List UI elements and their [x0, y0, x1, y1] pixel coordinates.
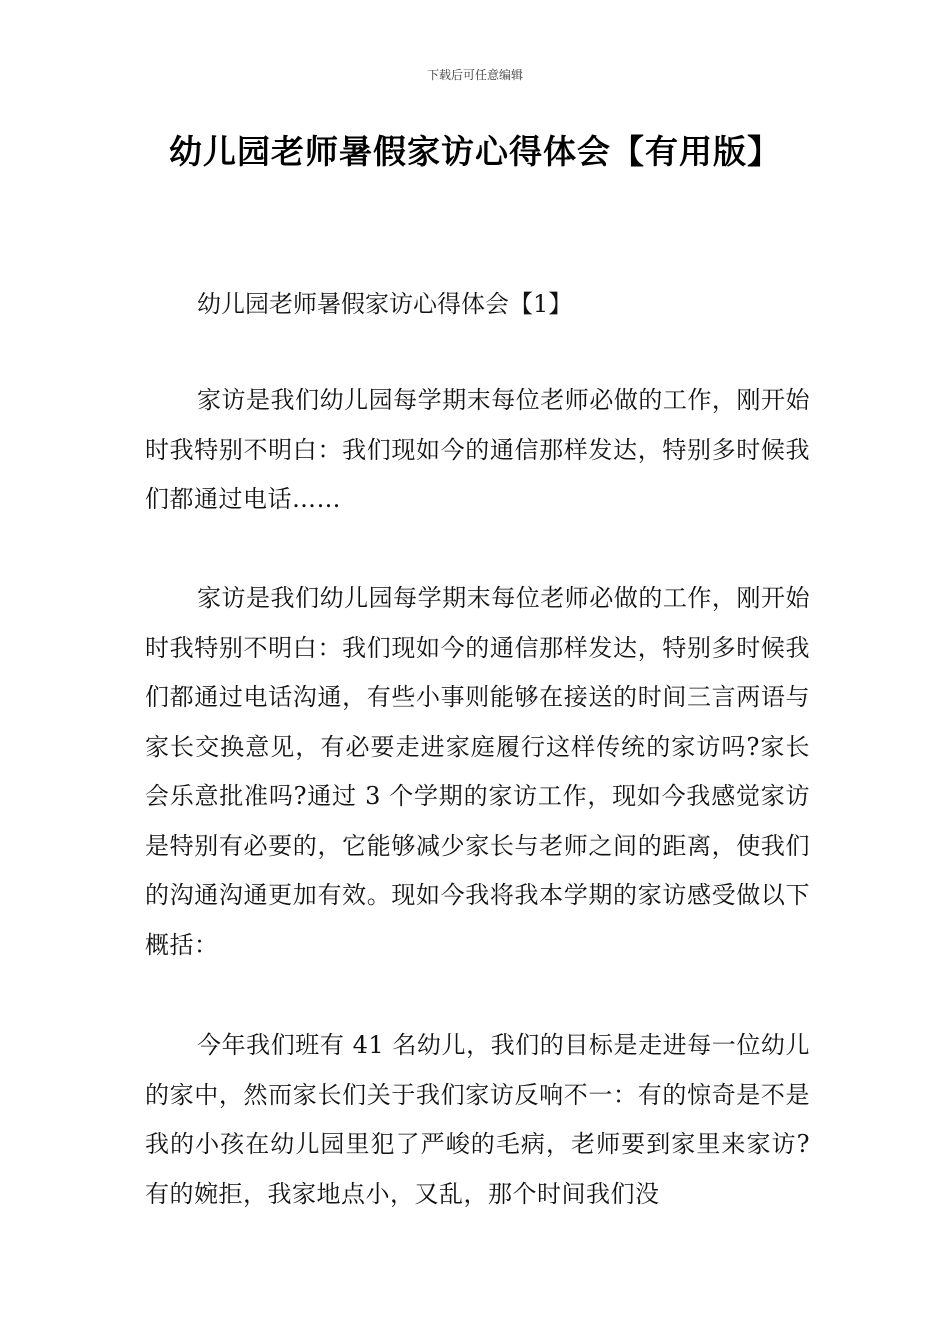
- document-title: 幼儿园老师暑假家访心得体会【有用版】: [169, 132, 781, 171]
- paragraph-2: 家访是我们幼儿园每学期末每位老师必做的工作，刚开始时我特别不明白：我们现如今的通信那样发达，特别多时候我们都通过电话沟通，有些小事则能够在接送的时间三言两语与家长交换意见，有必要走进家庭履行这样传统的家访吗?家长会乐意批准吗?通过 3 个学期的家访工作，现如今我感觉家访是特别有必要的，它能够减少家长与老师之间的距离，使我们的沟通沟通更加有效。现如今我将我本学期的家访感受做以下概括：: [145, 584, 810, 959]
- header-note: 下载后可任意编辑: [426, 68, 523, 82]
- paragraph-3: 今年我们班有 41 名幼儿，我们的目标是走进每一位幼儿的家中，然而家长们关于我们家访反响不一：有的惊奇是不是我的小孩在幼儿园里犯了严峻的毛病，老师要到家里来家访?有的婉拒，我家地点小，又乱，那个时间我们没: [145, 1031, 810, 1208]
- section-heading: 幼儿园老师暑假家访心得体会【1】: [197, 290, 573, 318]
- paragraph-1: 家访是我们幼儿园每学期末每位老师必做的工作，刚开始时我特别不明白：我们现如今的通信那样发达，特别多时候我们都通过电话……: [145, 386, 810, 513]
